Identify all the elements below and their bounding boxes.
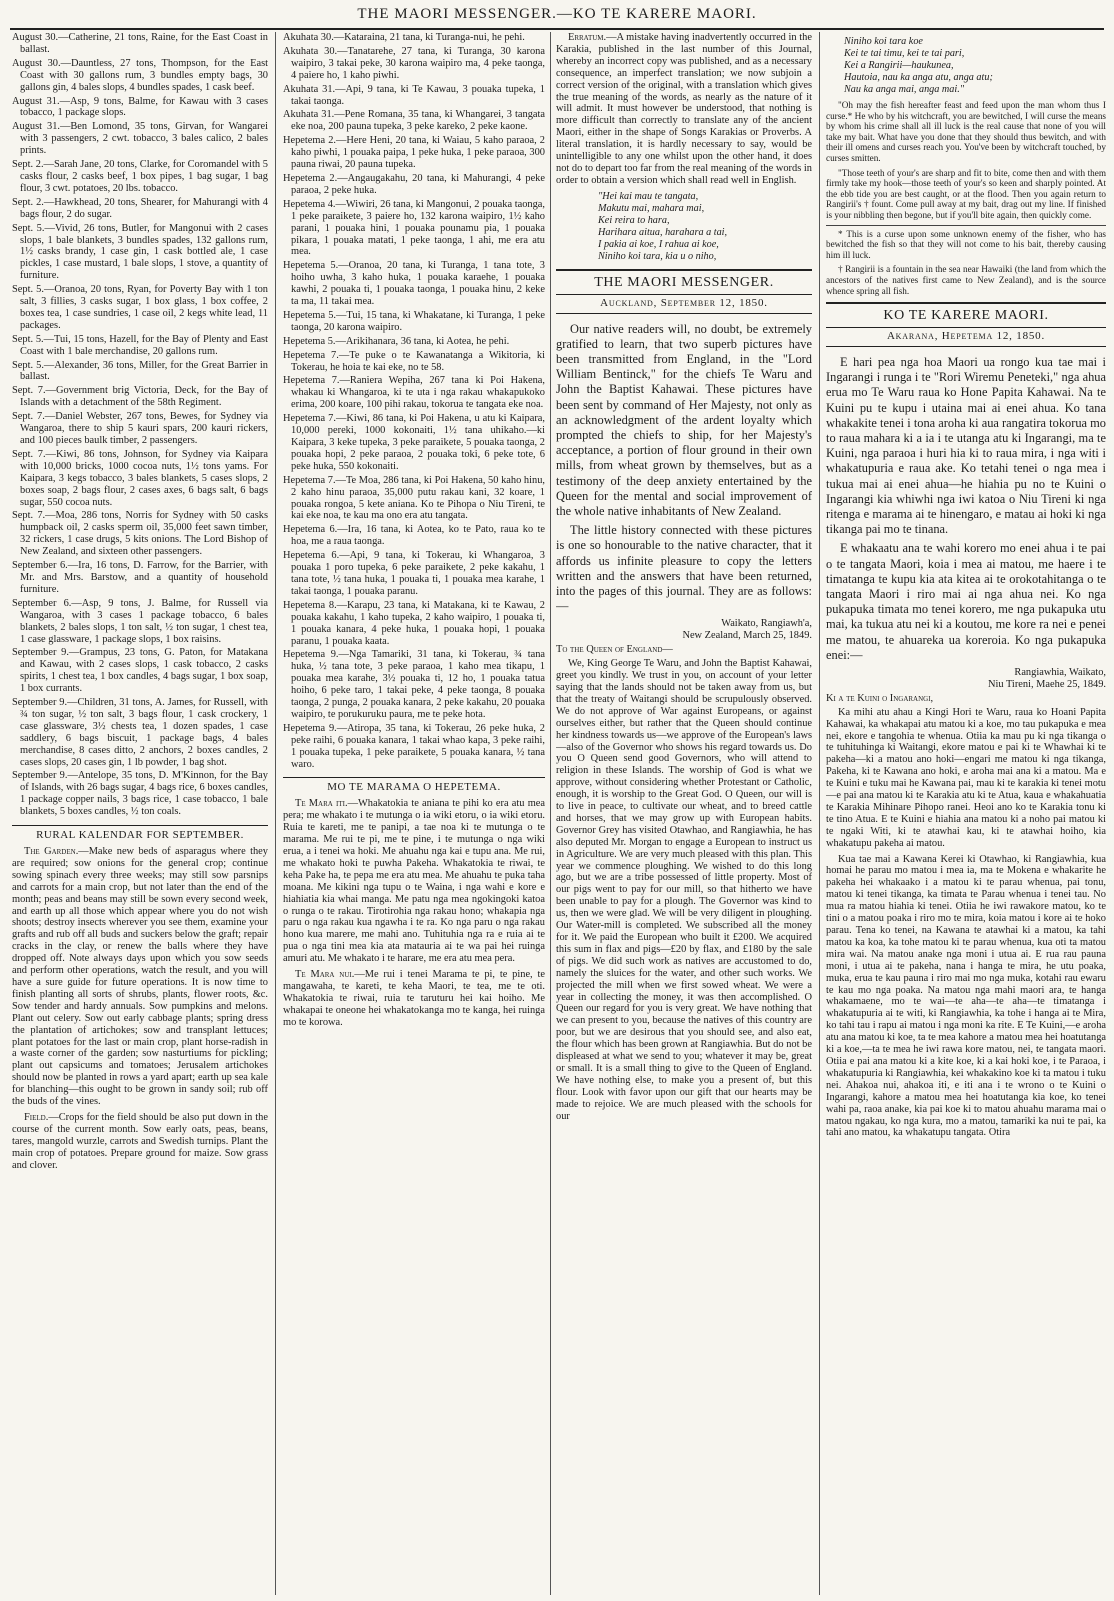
footnote: † Rangirii is a fountain in the sea near Hawaiki (the land from which the ancestors of the natives first came to New Zealand), and is the source whence spring all fish. [826,264,1106,296]
shipping-entry-maori: Akuhata 31.—Api, 9 tana, ki Te Kawau, 3 pouaka tupeka, 1 takai taonga. [283,83,545,107]
editorial-head: THE MAORI MESSENGER. [556,269,812,289]
column-divider [550,32,551,1595]
column-shipping-maori [283,32,545,1595]
editorial-dateline-maori: Akarana, Hepetema 12, 1850. [826,327,1106,347]
shipping-entry-maori: Hepetema 4.—Wiwiri, 26 tana, ki Mangonui, 2 pouaka taonga, 1 peke paraikete, 3 paiere ho, 132 karona waipiro, 1½ kaho parani, 1 pouaka hini, 1 pouaka pounamu pia, 1 pouaka pikara, 1 pouaka matati, 1 peke taonga, 1 ahi, me era atu mea. [283,198,545,258]
shipping-entry: Sept. 2.—Sarah Jane, 20 tons, Clarke, for Coromandel with 5 casks flour, 2 casks beef, 1 box pipes, 1 bag sugar, 1 bag flour, 3 cwt. potatoes, 20 lbs. tobacco. [12,159,268,194]
editorial-body [556,322,812,615]
translation-paragraph: "Those teeth of your's are sharp and fit to bite, come then and with them firmly take my hook—those teeth of your's so keen and sharply pointed. At the ebb tide you are best caught, or at the flood. Then you again return to Rangirii's † fount. Come pull away at my bait, drag out my line. If finished is your nibbling then begone, but if you'll bite again, then quickly come. [826,167,1106,220]
shipping-entry: Sept. 7.—Daniel Webster, 267 tons, Bewes, for Sydney via Wangaroa, there to ship 5 kauri spars, 200 kauri rickers, and 100 pieces baulk timber, 2 passengers. [12,411,268,446]
shipping-entry-maori: Hepetema 6.—Api, 9 tana, ki Tokerau, ki Whangaroa, 3 pouaka 1 poro tupeka, 6 peke paraikete, 2 peke kakahu, 1 tana tote, ½ tana huka, 1 pouaka ti, 1 pouaka mea karahe, 1 takai taonga, 1 pouaka paranu. [283,550,545,597]
section-title-marama: MO TE MARAMA O HEPETEMA. [283,777,545,794]
karakia-translation [826,100,1106,221]
letter-paragraph: We, King George Te Waru, and John the Baptist Kahawai, greet you kindly. We trust in you, on account of your letter saying that the lands should not be taken away from us, but that the treaty of Waitangi should be scrupulously observed. We do not approve of War against Europeans, or against ourselves either, but rather that the Queen should continue her kindness towards us—we approve of the European's laws—also of the Governor who shows his regard towards us. Do you O Queen send good Governors, who will attend to religion in these Islands. The worship of God is what we approve, without considering whether Protestant or Catholic, enough, it is worship to the Great God. O Queen, our will is to live in peace, to cultivate our wheat, and to breed cattle and horses, that we may grow up with European habits. Governor Grey has visited Otawhao, and Rangiawhia, he has also deputed Mr. Morgan to engage a European to instruct us in Agriculture. We are very much pleased with this plan. This year we commence ploughing. We wished to do this long ago, but we are a tribe possessed of little property. Most of our pigs went to pay for our mill, so that hitherto we have been unable to pay for a plough. The Governor was kind to us, then we were glad. We will be very diligent in ploughing. Our Water-mill is completed. We subscribed all the money for it. We paid the European who built it £200. We acquired this sum in flax and pigs—£20 by flax, and £180 by the sale of pigs. We did such work as natives are accustomed to do, namely the sluices for the water, and other such works. We projected the mill when we first sowed wheat. We were a year in collecting the money, it was then accomplished. O Queen our regard for you is very great. We have nothing that we can present to you, because the natives of this country are poor, but we are desirous that you should see, and also eat, the flour which has been grown at Rangiawhia. But do not be displeased at what we send to you; whatever it may be, great or small. It is a small thing to give to the Queen of England. We have nothing else, to make you a present of, but this flour. Look with favor upon our gift that our hearts may be made to rejoice. We are much pleased with the schools for our [556,658,812,1122]
shipping-list-maori [283,32,545,770]
shipping-entry-maori: Hepetema 5.—Tui, 15 tana, ki Whakatane, ki Turanga, 1 peke taonga, 20 karona waipiro. [283,309,545,333]
shipping-entry: Sept. 7.—Government brig Victoria, Deck, for the Bay of Islands with a detachment of the 58th Regiment. [12,385,268,409]
marama-body [283,798,545,1028]
kalendar-body [12,846,268,1171]
letter-salutation: To the Queen of England— [556,644,673,656]
marama-paragraph [283,798,545,965]
column-karere-maori [826,32,1106,1595]
shipping-entry: Sept. 7.—Kiwi, 86 tons, Johnson, for Sydney via Kaipara with 10,000 bricks, 1000 cocoa nuts, 1½ tons yams. For Kaipara, 3 kegs tobacco, 3 bales blankets, 5 cases slops, 2 boxes soap, 2 bags flour, 2 cases axes, 6 bags salt, 6 bags sugar, 550 cocoa nuts. [12,448,268,508]
shipping-entry-maori: Hepetema 7.—Kiwi, 86 tana, ki Poi Hakena, u atu ki Kaipara, 10,000 pereki, 1000 kokonaiti, 1½ tana uhikaho.—ki Kaipara, 3 keke tupeka, 3 peke paraikete, 5 pouaka taonga, 2 pouaka hopi, 2 peke paraoa, 2 pouaka toki, 6 peke tote, 6 peke huka, 550 kokonaiti. [283,413,545,472]
marama-paragraph-lead: Te Mara iti. [295,798,348,810]
shipping-entry-maori: Hepetema 7.—Raniera Wepiha, 267 tana ki Poi Hakena, whakau ki Whangaroa, ki te uta i nga rakau whakapukoko erima, 200 koare, 100 pihi rakau, tokorua te tangata eke noa. [283,375,545,411]
marama-paragraph-lead: Te Mara nui. [295,969,355,981]
letter-date-maori: Niu Tireni, Maehe 25, 1849. [987,678,1106,690]
shipping-entry-maori: Hepetema 9.—Nga Tamariki, 31 tana, ki Tokerau, ¾ tana huka, ½ tana tote, 3 peke paraoa, 1 kaho mea tikapu, 1 pouaka mea karahe, 3½ pouaka ti, 12 ho, 1 pouaka tatua hoiho, 6 peke taro, 1 takai peke, 4 peke taonga, 8 pouaka taonga, 2 punga, 2 pouaka kanara, 2 peke kakahu, 20 pouaka waipiro, te porukuruku paura, me te peke hota. [283,649,545,720]
editorial-body-maori [826,355,1106,663]
kalendar-paragraph-lead: The Garden. [24,846,79,857]
shipping-entry-maori: Akuhata 30.—Tanatarehe, 27 tana, ki Turanga, 30 karona waipiro, 3 takai peke, 30 karona waipiro ma, 4 peke taonga, 4 paiere ho, 1 kaho piwhi. [283,45,545,81]
shipping-entry: August 30.—Catherine, 21 tons, Raine, for the East Coast in ballast. [12,32,268,55]
shipping-entry-maori: Hepetema 2.—Here Heni, 20 tana, ki Waiau, 5 kaho paraoa, 2 kaho piwhi, 1 pouaka paipa, 1 peke huka, 1 peke paraoa, 300 pauna riwai, 20 pauna tupeka. [283,135,545,171]
shipping-entry-maori: Hepetema 6.—Ira, 16 tana, ki Aotea, ko te Pato, raua ko te hoa, me a raua taonga. [283,524,545,548]
shipping-entry-maori: Akuhata 31.—Pene Romana, 35 tana, ki Whangarei, 3 tangata eke noa, 200 pauna tupeka, 3 peke kareko, 2 peke kaone. [283,109,545,133]
editorial-dateline: Auckland, September 12, 1850. [556,294,812,314]
marama-paragraph [283,969,545,1029]
kalendar-paragraph [12,1112,268,1172]
shipping-entry-maori: Hepetema 9.—Atiropa, 35 tana, ki Tokerau, 26 peke huka, 2 peke raihi, 6 pouaka kanara, 1 takai whao kapa, 3 peke raihi, 1 pouaka tupeka, 1 peke paraikete, 5 pouaka kanara, ½ tana waro. [283,722,545,770]
shipping-entry: Sept. 5.—Alexander, 36 tons, Miller, for the Great Barrier in ballast. [12,359,268,383]
shipping-entry-maori: Hepetema 7.—Te puke o te Kawanatanga a Wikitoria, ki Tokerau, he hoia te kai eke, no te 58. [283,349,545,373]
karakia-poem-end: Niniho koi tara koe Kei te tai timu, kei te tai pari, Kei a Rangirii—haukunea, Hautoia, nau ka anga atu, anga atu; Nau ka anga mai, anga mai." [844,36,993,95]
footnote: * This is a curse upon some unknown enemy of the fisher, who has bewitched the fish so that they will not come to his bait, thereby causing him ill luck. [826,228,1106,260]
shipping-entry: August 31.—Asp, 9 tons, Balme, for Kawau with 3 cases tobacco, 1 package slops. [12,95,268,119]
shipping-entry: September 6.—Asp, 9 tons, J. Balme, for Russell via Wangaroa, with 3 cases 1 package tobacco, 6 bales blankets, 2 bales slops, 1 ton salt, ½ ton sugar, 1 chest tea, 1 case glassware, 1 package slops, 1 box raisins. [12,597,268,645]
shipping-entry: September 6.—Ira, 16 tons, D. Farrow, for the Barrier, with Mr. and Mrs. Barstow, and a quantity of household furniture. [12,560,268,595]
letter-paragraph-maori: Ka mihi atu ahau a Kingi Hori te Waru, raua ko Hoani Papita Kahawai, ka whakapai atu matou ki a koe, mo tau pukapuka e mea nei, ekore e tangohia te whenua. Otiia ka mau pu ki nga tikanga o te tuhituhinga ki Waitangi, ekore matou e pai ki te Whawhai ki te pakeha—ki a matou ano hoki—engari me matou ki nga tikanga, Pakeha, ki te Kawana ano hoki, e aroha mai ana ki a matou. Ma e te Kuini e tuku mai he Kawana pai, mau ki te karakia ki tenei motu—e pai ana matou ki te Karakia atu ki te Atua, kaua e whakahuatia te Karakia Mihinare Pihopo ranei. Heoi ano ko te Karakia tonu ki te tino Atua. E te Kuini e hiahia ana matou ki a noho pai matou ki te ngaki Witi, ki te atawhai kau, ki te atawhai hoiho, kia whakatupu pakeha ai matou. [826,706,1106,849]
shipping-list [12,32,268,818]
kalendar-paragraph-text: —Make new beds of asparagus where they are required; sow onions for the general crop; continue sowing spinach every three weeks; may still sow parsnips and carrots for a main crop, but not later than the end of the month; peas and beans may still be sown every second week, and earth up all those which appear where you do not wish shoots; destroy insects wherever you see them, examine your grafts and rub off all buds and suckers below the graft; repair cracks in the clay, or renew the balls where they have dropped off. Note always days upon which you sow seeds and perform other operations, watch the result, and you will have a sure guide for future operations. It is now time to finish planting all sorts of shrubs, plants, flower roots, &c. Sow tender and hardy annuals. Sow pumpkins and melons. Plant out celery. Sow out early cabbage plants; spring dress the plantation of artichokes; sow and transplant lettuces; plant potatoes for the last or main crop, plant horse-radish in a waste corner of the garden; sow nasturtiums for pickling; plant out capsicums and tomatoes; Jerusalem artichokes should now be planted in rows a yard apart; earth up sea kale for blanching—this ought to be grown in sandy soil; rub off the buds of the vines. [12,846,268,1108]
letter-body-maori [826,707,1106,1140]
footnotes [826,225,1106,297]
erratum-paragraph [556,32,812,187]
column-shipping-english [12,32,268,1595]
karakia-poem: "Hei kai mau te tangata, Makutu mai, mahara mai, Kei reira to hara, Harihara aitua, harahara a tai, I pakia ai koe, I rahua ai koe, Niniho koi tara, kia u o niho, [598,190,728,262]
shipping-entry: Sept. 5.—Tui, 15 tons, Hazell, for the Bay of Plenty and East Coast with 1 bale merchandise, 20 gallons rum. [12,333,268,357]
shipping-entry: September 9.—Children, 31 tons, A. James, for Russell, with ¾ ton sugar, ½ ton salt, 3 bags flour, 1 cask crockery, 1 case glassware, 3½ chests tea, 1 dozen spades, 1 case saddlery, 6 bags biscuit, 1 package bags, 4 bales merchandise, 8 cases ditto, 2 anchors, 2 boxes candles, 2 cases slops, 20 cases gin, 1 lb powder, 1 bag shot. [12,697,268,768]
kalendar-paragraph-lead: Field. [24,1111,49,1123]
letter-date: New Zealand, March 25, 1849. [682,630,812,642]
letter-place: Waikato, Rangiawh'a, [721,618,812,630]
kalendar-paragraph-text: —Crops for the field should be also put down in the course of the current month. Sow early oats, peas, beans, tares, mangold wurzle, carrots and Swedish turnips. Plant the main crop of potatoes. Prepare ground for maize. Sow grass and clover. [12,1111,268,1171]
letter-place-maori: Rangiawhia, Waikato, [1014,666,1106,678]
column-divider [275,32,276,1595]
shipping-entry-maori: Hepetema 5.—Oranoa, 20 tana, ki Turanga, 1 tana tote, 3 hoiho uwha, 3 kaho huka, 1 pouaka karaehe, 1 pouaka kawhi, 2 pouaka ti, 1 pouaka taonga, 1 pouaka hinu, 2 keke ta ma, 11 takai mea. [283,260,545,308]
shipping-entry-maori: Hepetema 2.—Angaugakahu, 20 tana, ki Mahurangi, 4 peke paraoa, 2 peke huka. [283,172,545,196]
shipping-entry: Sept. 5.—Oranoa, 20 tons, Ryan, for Poverty Bay with 1 ton salt, 3 fillies, 3 casks sugar, 1 box glass, 1 box coffee, 2 boxes tea, 1 case sundries, 1 case oil, 2 kegs white lead, 11 packages. [12,284,268,331]
editorial-paragraph-maori: E hari pea nga hoa Maori ua rongo kua tae mai i Ingarangi i runga i te "Rori Wiremu Peneteki," nga ahua erua mo Te Waru raua ko Hone Papita Kahawai. Na te Kuini pu te kupu i utaina mai ai enei ahua. Ko tana whakakite tenei i tona aroha ki aua rangatira tokorua mo to raua mahara ki a ia i te utanga atu ki Ingarangi, ma te Kuini, nga paraoa i huri hia ki to raua mira, i nga witi i whakatupuria e raua ake. Ko tetahi tenei o nga mea i tukua mai ai enei ahua—he hiahia pu no te Kuini o Ingarangi kia whiwhi nga iwi katoa o Niu Tireni ki nga ritenga e marama ai te hinengaro, e matau ai hoki ki nga tikanga pai mo te tinana. [826,354,1106,537]
editorial-paragraph: The little history connected with these pictures is one so honourable to the native character, that it affords us infinite pleasure to copy the letters written and the answers that have been returned, into the pages of this journal. They are as follows:— [556,523,812,614]
shipping-entry-maori: Hepetema 8.—Karapu, 23 tana, ki Matakana, ki te Kawau, 2 pouaka kakahu, 1 kaho tupeka, 2 kaho waipiro, 1 pouaka ti, 1 pouaka kanara, 4 peke huka, 1 pouaka hopi, 1 pouaka paranu, 1 pouaka kaata. [283,599,545,647]
shipping-entry: September 9.—Grampus, 23 tons, G. Paton, for Matakana and Kawau, with 2 cases slops, 1 cask tobacco, 2 casks spirits, 1 chest tea, 1 box candles, 4 bags sugar, 1 box soap, 1 box currants. [12,647,268,695]
editorial-paragraph-maori: E whakaatu ana te wahi korero mo enei ahua i te pai o te tangata Maori, koia i mea ai matou, me haere i te timatanga te kupu kia ata kitea ai te orokotahitanga o te tangata Maori i riro mai ai nga ahua nei. Ko nga pukapuka timata mo tenei korero, me nga pukapuka utu mai, ka tukua atu nei ki a koutou, me kore ra nei e penei me matou, te ahuareka ua koreroia. Ko nga pukapuka enei:— [826,541,1106,662]
shipping-entry: Sept. 2.—Hawkhead, 20 tons, Shearer, for Mahurangi with 4 bags flour, 2 do sugar. [12,196,268,220]
shipping-entry: Sept. 7.—Moa, 286 tons, Norris for Sydney with 50 casks humpback oil, 2 casks sperm oil, 35,000 feet sawn timber, 32 rickers, 1 case drugs, 5 kits onions. The Lord Bishop of New Zealand, and sixteen other passengers. [12,510,268,558]
column-divider [819,32,820,1595]
editorial-head-maori: KO TE KARERE MAORI. [826,302,1106,322]
translation-paragraph: "Oh may the fish hereafter feast and feed upon the man whom thus I curse.* He who by his witchcraft, you are bewitched, I will curse the means by whom his crime shall all ill luck is the real cause that none of you will take my bait. What have you done that they should thus bewitch, and with their ill omens and curses reach you. You've been by witchcraft touched, by curses smitten. [826,100,1106,163]
letter-body [556,658,812,1122]
section-title-kalendar: RURAL KALENDAR FOR SEPTEMBER. [12,825,268,842]
column-messenger-english [556,32,812,1595]
masthead: THE MAORI MESSENGER.—KO TE KARERE MAORI. [10,0,1104,30]
marama-paragraph-text: —Whakatokia te aniana te pihi ko era atu mea pera; me whakato i te mutunga o ia wiki etoru, o ia wiki etoru. Ruia te kareti, me te panipi, a tae noa ki te mutunga o te marama. Me rui te pi, me te pine, i te mutunga o nga wiki erua, a i tenei wa hoki. Me ahuahu nga kai e tupu ana. Me rui, me whakato hoki te puwha Pakeha. Whakatokia te riwai, te keha Pake ha, te pepa me era atu mea. Me ahuahu te puka taha moana. Me kikini nga tupu o te Waina, i nga wahi e kore e hiahiatia kia whai manga. Me patu nga mea ngokingoki katoa o runga o te rakau. Tirotirohia nga rakau hono; whakapia nga paru o nga rakau kua ngawha i te ra. Ko nga paru o nga rakau hono kua marere, me mahi ano. Tuhituhia nga ra e ruia ai te pua o nga tini mea kia ata matauria ai te wa pai hei ruinga amuri atu. Me whakato i te harare, me era atu mea pera. [283,798,545,965]
letter-salutation-maori: Ki a te Kuini o Ingarangi, [826,692,934,704]
shipping-entry: Sept. 5.—Vivid, 26 tons, Butler, for Mangonui with 2 cases slops, 1 bale blankets, 3 bundles spades, 132 gallons rum, 1½ casks brandy, 1 case gin, 1 cask bottled ale, 1 case pickles, 1 case mustard, 1 bale slops, 1 stove, a quantity of furniture. [12,222,268,282]
shipping-entry-maori: Hepetema 7.—Te Moa, 286 tana, ki Poi Hakena, 50 kaho hinu, 2 kaho hinu paraoa, 35,000 putu rakau kani, 32 koare, 1 pouaka rongoa, 5 kete aniana. Ko te Pihopa o Niu Tireni, te kai eke noa, te kau ma ono era atu tangata. [283,474,545,522]
marama-paragraph-text: —Me rui i tenei Marama te pi, te pine, te mangawaha, te kareti, te keha Maori, te tea, me te oti. Whakatokia te riwai, ruia te taruturu hei kai hoiho. Me whakapai te oneone hei whakatokanga mo te kanga, hei ruinga mo te korowa. [283,969,545,1028]
letter-paragraph-maori: Kua tae mai a Kawana Kerei ki Otawhao, ki Rangiawhia, kua homai he parau mo matou i mea ia, ma te Mokena e whakarite he pakeha hei whakaako i a matou ki te parau whenua, pai tonu, matou ki tenei tikanga, ka timata te Parau whenua i tenei tau. No mua ra matou hiahia ki tenei. Otiia he iwi rawakore matou, ko te tini o a matou poaka i riro mo te mira, koia matou i kore ai te hoko parau. Tena ko tenei, na Kawana te atawhai ki a matou, ka tahi matou ka koa, ka tohe matou ki te parau whenua, kua oti ta matou mira wai. Na matou anake nga moni i utua ai. E rua rau pauna moni, i utua ai te pakeha, nana i hanga te mira, he utu poaka, muka, erua te kau pauna i riro mai mo nga muka, kotahi rau ewaru te kau mo nga poaka. Na matou nga mahi maori ara, te hanga whakamaene, mo te wai—te aha—te aha—te timatanga i whakatupuria ai te witi, ki Rangiawhia, ka tohe i hanga ai te Mira, ko tahi tau i rapu ai matou i nga moni ka rite. E Te Kuini,—e aroha atu ana matou ki koe, ta te mea kahore a matou mea hei hoatutanga ki a koe,—ta te mea he iwi rawa kore matou, nei, te tangata maori. Otiia e pai ana matou ki a kite koe, ki a kai hoki koe, i te Paraoa, i whakatupuria ki Rangiawhia, kei whakakino koe ki ta matou i tuku nei. Ahakoa nui, ahakoa iti, e iti ana i te wrono o te Kuini o Ingarangi, kahore a matou mea hei hoatutanga kia koe, ko tenei wahi pa, raoa anake, kia pai koe ki to matou ahuahu marama mai o matou ngakau, ko nga kura, mo a matou, tamariki ka nui te pai, ka tahi ano matou, ka whakatupu tangata. Otira [826,853,1106,1139]
shipping-entry-maori: Hepetema 5.—Arikihanara, 36 tana, ki Aotea, he pehi. [283,335,510,347]
erratum [556,32,812,187]
shipping-entry: August 30.—Dauntless, 27 tons, Thompson, for the East Coast with 30 gallons rum, 3 bundles empty bags, 30 gallons gin, 4 bales slops, 4 bundles spades, 1 cask beef. [12,57,268,93]
shipping-entry: August 31.—Ben Lomond, 35 tons, Girvan, for Wangarei with 3 passengers, 2 cwt. tobacco, 3 bales calico, 2 bales prints. [12,121,268,157]
erratum-paragraph-lead: Erratum. [568,32,607,43]
kalendar-paragraph [12,846,268,1108]
erratum-paragraph-text: —A mistake having inadvertently occurred in the Karakia, published in the last number of this Journal, whereby an incorrect copy was published, and as a necessary consequence, an imperfect translation; we now subjoin a correct version of the original, with a translation which gives the true meaning of the words, as nearly as the nature of it will admit. It must however be understood, that nothing is more difficult than correctly to translate any of the ancient Maori, either in the shape of Songs Karakias or Proverbs. A literal translation, it is hardly necessary to say, would be unintelligible to any one whilst upon the other hand, it does not do to depart too far from the real meaning of the words in order to obtain a version which shall read well in English. [556,32,812,186]
editorial-paragraph: Our native readers will, no doubt, be extremely gratified to learn, that two superb pictures have been transmitted from England, in the "Lord William Bentinck," for the chiefs Te Waru and John the Baptist Kahawai. These pictures have been sent by command of Her Majesty, not only as an acknowledgment of the ardent loyalty which prompted the chiefs to ship, for her Majesty's acceptance, a portion of flour ground in their own mills, from wheat grown by themselves, but as a testimony of the deep anxiety entertained by the Queen for the mental and social improvement of the whole native inhabitants of New Zealand. [556,321,812,519]
shipping-entry: September 9.—Antelope, 35 tons, D. M'Kinnon, for the Bay of Islands, with 26 bags sugar, 4 bags rice, 6 boxes candles, 1 package copper nails, 3 bags rice, 1 case tobacco, 1 bale blankets, 5 boxes candles, ½ ton coals. [12,770,268,818]
shipping-entry-maori: Akuhata 30.—Kataraina, 21 tana, ki Turanga-nui, he pehi. [283,32,525,43]
